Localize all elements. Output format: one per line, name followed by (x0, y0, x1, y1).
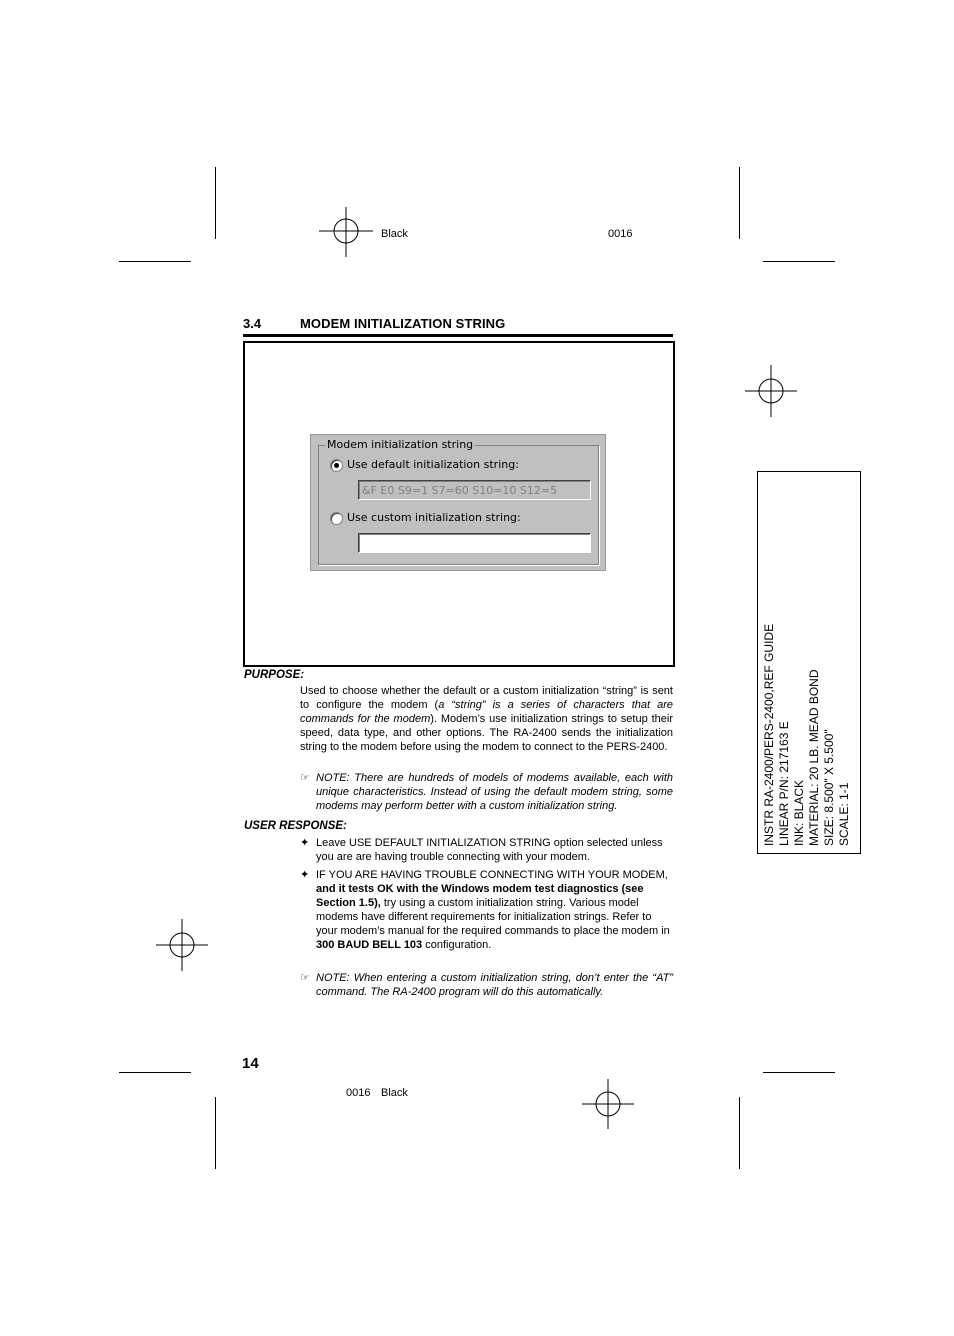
print-spec-text (762, 624, 852, 846)
registration-mark (156, 919, 208, 971)
default-string-radio[interactable] (330, 459, 343, 472)
section-heading (243, 314, 673, 337)
user-response-bullet-2 (316, 868, 673, 952)
job-number: 0016 (346, 1087, 371, 1099)
spec-line: INSTR RA-2400/PERS-2400,REF GUIDE (762, 623, 776, 846)
spec-line: MATERIAL: 20 LB. MEAD BOND (807, 669, 821, 846)
default-string-field[interactable]: &F E0 S9=1 S7=60 S10=10 S12=5 (358, 480, 591, 500)
crop-mark (739, 1097, 740, 1169)
bullet-star-icon: ✦ (300, 869, 310, 881)
crop-mark (763, 1072, 835, 1073)
custom-string-field[interactable] (358, 533, 591, 553)
user-response-heading: USER RESPONSE: (244, 820, 347, 832)
modem-init-group (318, 438, 599, 565)
purpose-heading: PURPOSE: (244, 669, 305, 681)
bullet-2-bold: 300 BAUD BELL 103 (316, 939, 423, 951)
section-title: MODEM INITIALIZATION STRING (300, 316, 506, 331)
crop-mark (119, 261, 191, 262)
crop-mark (739, 167, 740, 239)
crop-mark (215, 167, 216, 239)
spec-line: LINEAR P/N: 217163 E (777, 721, 791, 846)
page-number: 14 (242, 1055, 259, 1072)
bullet-2-bold: and it tests OK with the Windows modem test diagnostics (see Section 1.5), (316, 883, 644, 909)
purpose-text: Used to choose whether the default or a custom initialization “string” is sent to configure the modem ( (300, 685, 673, 711)
bullet-2-text: IF YOU ARE HAVING TROUBLE CONNECTING WITH YOUR MODEM, (316, 869, 668, 881)
modem-init-dialog (310, 434, 606, 571)
spec-line: SCALE: 1-1 (837, 782, 851, 846)
registration-mark (319, 207, 373, 257)
crop-mark (215, 1097, 216, 1169)
registration-mark (745, 365, 797, 417)
crop-mark (119, 1072, 191, 1073)
group-label: Modem initialization string (327, 438, 474, 451)
bullet-star-icon: ✦ (300, 837, 310, 849)
bullet-2-text: try using a custom initialization string. Various model modems have different requirements for initialization strings. Refer to your modem’s manual for the required commands to place the modem in (316, 897, 670, 937)
registration-mark (582, 1079, 634, 1129)
purpose-text-italic: a “string” is a series of characters that are commands for the modem (300, 699, 673, 725)
crop-mark (763, 261, 835, 262)
purpose-note: NOTE: There are hundreds of models of modems available, each with unique characteristics. Instead of using the default modem string, some modems may perform better with a custom initialization string. (316, 772, 673, 812)
custom-string-label: Use custom initialization string: (347, 511, 521, 524)
spec-line: SIZE: 8.500" X 5.500" (822, 729, 836, 846)
pointing-hand-icon: ☞ (300, 772, 310, 784)
default-string-label: Use default initialization string: (347, 458, 519, 471)
purpose-paragraph (300, 684, 673, 754)
ink-color-label: Black (381, 228, 408, 240)
ink-color-label: Black (381, 1087, 408, 1099)
job-number: 0016 (608, 228, 633, 240)
bullet-2-text: configuration. (422, 939, 492, 951)
user-response-bullet-1: Leave USE DEFAULT INITIALIZATION STRING option selected unless you are are having trouble connecting with your modem. (316, 837, 663, 863)
section-number: 3.4 (243, 316, 262, 331)
spec-line: INK: BLACK (792, 779, 806, 846)
custom-string-radio[interactable] (330, 512, 343, 525)
purpose-text-rest: ). Modem’s use initialization strings to setup their speed, data type, and other options. The RA-2400 sends the initialization string to the modem before using the modem to connect to the PERS-2400. (300, 713, 673, 753)
pointing-hand-icon: ☞ (300, 972, 310, 984)
user-response-note: NOTE: When entering a custom initialization string, don’t enter the “AT” command. The RA-2400 program will do this automatically. (316, 972, 673, 998)
